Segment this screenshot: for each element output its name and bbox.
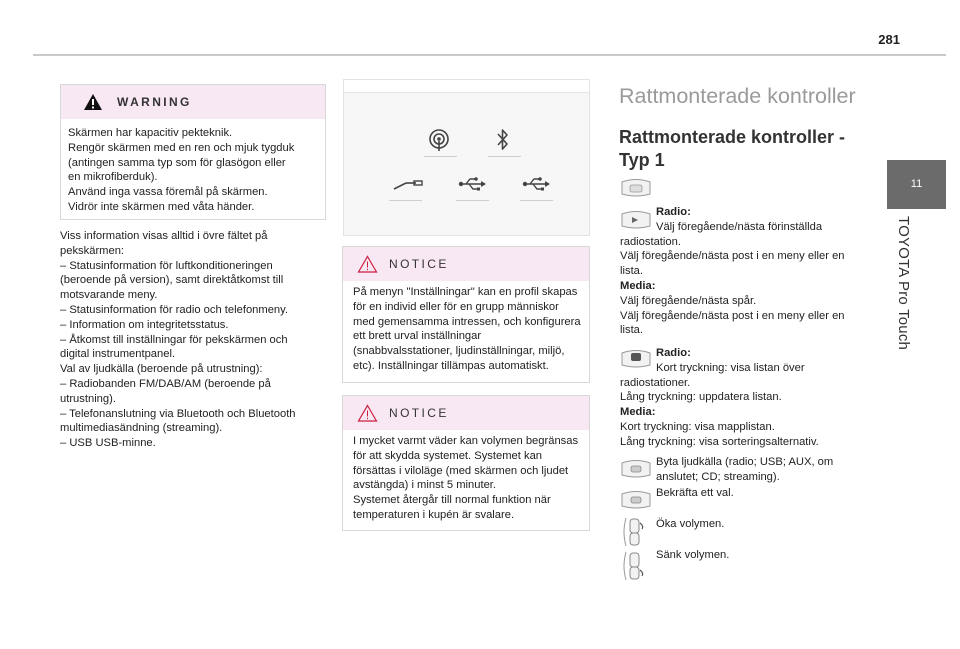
- steering-control-icon: [620, 515, 648, 549]
- header-rule: [33, 54, 946, 56]
- notice-box: [342, 246, 590, 383]
- steering-control-icon: [620, 549, 648, 583]
- chapter-title: TOYOTA Pro Touch: [895, 216, 912, 351]
- control-2-text: Radio: Kort tryckning: visa listan över radiostationer. Lång tryckning: uppdatera listan. Media: Kort tryckning: visa mapplistan. Lång tryckning: visa sorteringsalternativ.: [620, 347, 819, 448]
- bluetooth-underline: [488, 156, 521, 157]
- warning-triangle-icon: [83, 93, 103, 111]
- chapter-tab[interactable]: 11: [887, 160, 946, 209]
- control-1-text: Radio: Välj föregående/nästa förinställda radiostation. Välj föregående/nästa post i en meny eller en lista. Media: Välj föregående/nästa spår. Välj föregående/nästa post i en meny eller en lista.: [620, 206, 845, 337]
- bluetooth-icon: [496, 128, 510, 152]
- usb-underline: [456, 200, 489, 201]
- steering-control-icon: [620, 178, 652, 198]
- control-5-text: Öka volymen.: [656, 518, 725, 530]
- source-selection-screen: [343, 79, 590, 236]
- notice-text: I mycket varmt väder kan volymen begränsas för att skydda systemet. Systemet kan försättas i viloläge (med skärmen och ljudet avstängda) i minst 5 minuter. Systemet återgår till normal funktion när temperaturen i kupén är svalare.: [353, 435, 579, 521]
- radio-source-icon: [426, 128, 452, 152]
- body-text: Viss information visas alltid i övre fältet på pekskärmen: – Statusinformation för luftkonditioneringen (beroende på version), samt direktåtkomst till motsvarande meny. – Statusinformation för radio och telefonmeny. – Information om integritetsstatus. – Åtkomst till inställningar för pekskärmen och digital instrumentpanel. Val av ljudkälla (beroende på utrustning): – Radiobanden FM/DAB/AM (beroende på utrustning). – Telefonanslutning via Bluetooth och Bluetooth multimediasändning (streaming). – USB USB-minne.: [60, 230, 296, 450]
- page-number: 281: [878, 32, 900, 47]
- control-3-text: Byta ljudkälla (radio; USB; AUX, om anslutet; CD; streaming).: [656, 456, 834, 483]
- warning-text: Skärmen har kapacitiv pekteknik. Rengör skärmen med en ren och mjuk tygduk (antingen samma typ som för glasögon eller en mikrofiberduk). Använd inga vassa föremål på skärmen. Vidrör inte skärmen med våta händer.: [68, 127, 295, 213]
- notice-label: NOTICE: [389, 406, 449, 420]
- subsection-title: Rattmonterade kontroller - Typ 1: [619, 127, 846, 170]
- steering-control-icon: [620, 459, 652, 479]
- notice-text: På menyn "Inställningar" kan en profil skapas för en individ eller för en grupp människor med gemensamma intressen, och konfigurera ett brett urval inställningar (snabbvalsstationer, ljudinställningar, miljö, etc). Inställningar tillämpas automatiskt.: [353, 286, 581, 372]
- usb-icon: [522, 176, 552, 192]
- radio-underline: [424, 156, 457, 157]
- notice-triangle-icon: [357, 404, 378, 422]
- notice-header: [343, 396, 589, 430]
- section-title: Rattmonterade kontroller: [619, 84, 856, 108]
- control-6-text: Sänk volymen.: [656, 549, 730, 561]
- warning-box: [60, 84, 326, 220]
- screen-top-bar: [344, 80, 589, 93]
- control-4-text: Bekräfta ett val.: [656, 487, 734, 499]
- aux-cable-icon: [392, 178, 424, 192]
- steering-control-icon: [620, 490, 652, 510]
- usb2-underline: [520, 200, 553, 201]
- notice-header: [343, 247, 589, 281]
- usb-icon: [458, 176, 488, 192]
- warning-label: WARNING: [117, 95, 192, 109]
- notice-triangle-icon: [357, 255, 378, 273]
- notice-label: NOTICE: [389, 257, 449, 271]
- notice-box: [342, 395, 590, 531]
- aux-underline: [389, 200, 422, 201]
